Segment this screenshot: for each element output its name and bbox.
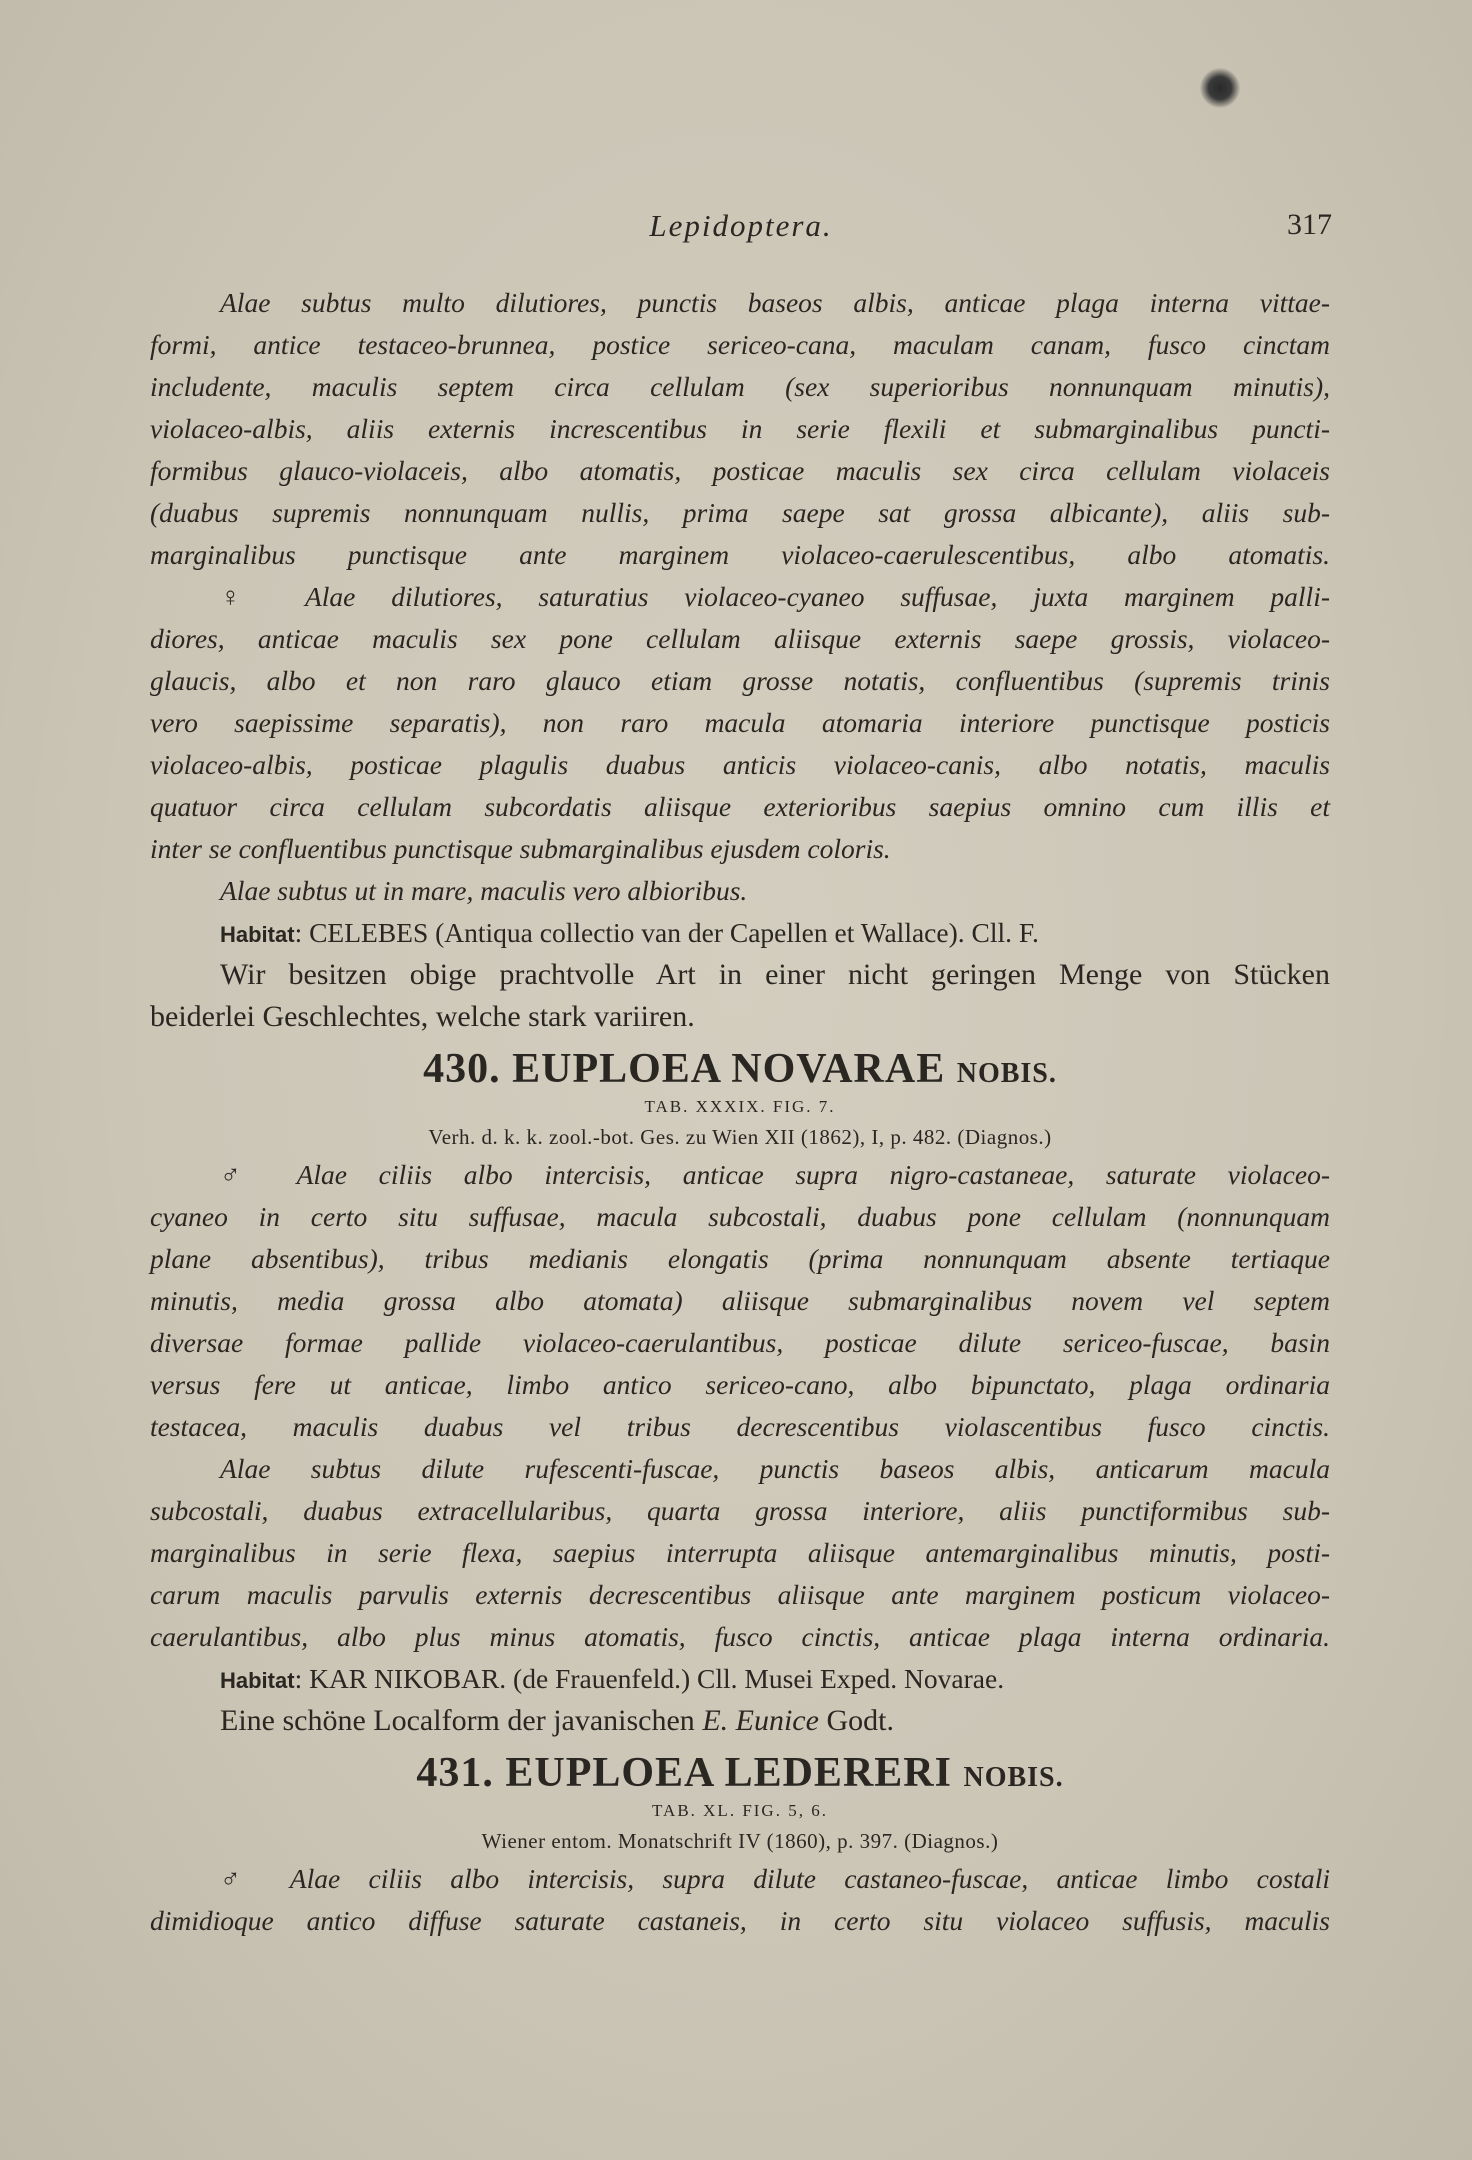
text-line: marginalibus punctisque ante marginem violaceo-caerulescentibus, albo atomatis. (150, 539, 1330, 570)
text-line: violaceo-albis, posticae plagulis duabus anticis violaceo-canis, albo notatis, maculis (150, 749, 1330, 780)
species-number: 430. (423, 1046, 501, 1092)
text-line: vero saepissime separatis), non raro macula atomaria interiore punctisque posticis (150, 707, 1330, 738)
text-line: Alae subtus dilute rufescenti-fuscae, punctis baseos albis, anticarum macula (220, 1453, 1330, 1484)
page-text (150, 282, 1330, 1942)
page-header (150, 208, 1332, 248)
text-line: minutis, media grossa albo atomata) aliisque submarginalibus novem vel septem (150, 1285, 1330, 1316)
literature-reference: Verh. d. k. k. zool.-bot. Ges. zu Wien XII (1862), I, p. 482. (Diagnos.) (428, 1125, 1052, 1149)
text-line: inter se confluentibus punctisque submarginalibus ejusdem coloris. (150, 833, 891, 864)
species-number: 431. (416, 1750, 494, 1796)
text-line: includente, maculis septem circa cellulam (sex superioribus nonnunquam minutis), (150, 371, 1330, 402)
text-line: plane absentibus), tribus medianis elongatis (prima nonnunquam absente tertiaque (150, 1243, 1330, 1274)
text-line: quatuor circa cellulam subcordatis aliisque exterioribus saepius omnino cum illis et (150, 791, 1330, 822)
habitat-label: Habitat (220, 922, 295, 947)
habitat-text: : KAR NIKOBAR. (de Frauenfeld.) Cll. Musei Exped. Novarae. (294, 1663, 1005, 1694)
running-title: Lepidoptera. (649, 208, 833, 243)
page-number: 317 (1287, 208, 1332, 241)
text-line: glaucis, albo et non raro glauco etiam grosse notatis, confluentibus (supremis trinis (150, 665, 1330, 696)
ink-stain (1200, 68, 1240, 108)
text-line: diversae formae pallide violaceo-caerulantibus, posticae dilute sericeo-fuscae, basin (150, 1327, 1330, 1358)
text-line: dimidioque antico diffuse saturate castaneis, in certo situ violaceo suffusis, maculis (150, 1905, 1330, 1936)
text-line: violaceo-albis, aliis externis increscentibus in serie flexili et submarginalibus puncti- (150, 413, 1330, 444)
species-heading (150, 1748, 1330, 1798)
habitat-line (150, 912, 1330, 954)
text-line: Alae subtus multo dilutiores, punctis baseos albis, anticae plaga interna vittae- (220, 287, 1330, 318)
habitat-line (150, 1658, 1330, 1700)
text-line: ♀ Alae dilutiores, saturatius violaceo-cyaneo suffusae, juxta marginem palli- (220, 581, 1330, 612)
text-line: formi, antice testaceo-brunnea, postice sericeo-cana, maculam canam, fusco cinctam (150, 329, 1330, 360)
species-author: NOBIS. (963, 1762, 1064, 1793)
species-name: EUPLOEA LEDERERI (505, 1750, 952, 1796)
species-name: EUPLOEA NOVARAE (512, 1046, 946, 1092)
text-line: Alae subtus ut in mare, maculis vero albioribus. (220, 875, 748, 906)
species-author: NOBIS. (956, 1058, 1057, 1089)
text-line: caerulantibus, albo plus minus atomatis, fusco cinctis, anticae plaga interna ordinaria. (150, 1621, 1330, 1652)
text-line: subcostali, duabus extracellularibus, quarta grossa interiore, aliis punctiformibus sub- (150, 1495, 1330, 1526)
german-line: beiderlei Geschlechtes, welche stark variiren. (150, 1000, 695, 1033)
german-line: Eine schöne Localform der javanischen E. Eunice Godt. (220, 1704, 894, 1737)
literature-reference: Wiener entom. Monatschrift IV (1860), p. 397. (Diagnos.) (481, 1829, 999, 1853)
species-citation: E. Eunice (702, 1704, 819, 1737)
plate-reference: TAB. XL. FIG. 5, 6. (652, 1801, 828, 1820)
german-line: Wir besitzen obige prachtvolle Art in einer nicht geringen Menge von Stücken (220, 958, 1330, 991)
text-line: ♂ Alae ciliis albo intercisis, supra dilute castaneo-fuscae, anticae limbo costali (220, 1863, 1330, 1894)
text-line: (duabus supremis nonnunquam nullis, prima saepe sat grossa albicante), aliis sub- (150, 497, 1330, 528)
text-line: diores, anticae maculis sex pone cellulam aliisque externis saepe grossis, violaceo- (150, 623, 1330, 654)
plate-reference: TAB. XXXIX. FIG. 7. (644, 1097, 836, 1116)
text-line: marginalibus in serie flexa, saepius interrupta aliisque antemarginalibus minutis, posti- (150, 1537, 1330, 1568)
text-line: testacea, maculis duabus vel tribus decrescentibus violascentibus fusco cinctis. (150, 1411, 1330, 1442)
text-line: ♂ Alae ciliis albo intercisis, anticae supra nigro-castaneae, saturate violaceo- (220, 1159, 1330, 1190)
text-line: carum maculis parvulis externis decrescentibus aliisque ante marginem posticum violaceo- (150, 1579, 1330, 1610)
text-line: formibus glauco-violaceis, albo atomatis, posticae maculis sex circa cellulam violaceis (150, 455, 1330, 486)
text-line: versus fere ut anticae, limbo antico sericeo-cano, albo bipunctato, plaga ordinaria (150, 1369, 1330, 1400)
text-line: cyaneo in certo situ suffusae, macula subcostali, duabus pone cellulam (nonnunquam (150, 1201, 1330, 1232)
habitat-label: Habitat (220, 1668, 295, 1693)
species-heading (150, 1044, 1330, 1094)
habitat-text: : CELEBES (Antiqua collectio van der Capellen et Wallace). Cll. F. (294, 917, 1039, 948)
